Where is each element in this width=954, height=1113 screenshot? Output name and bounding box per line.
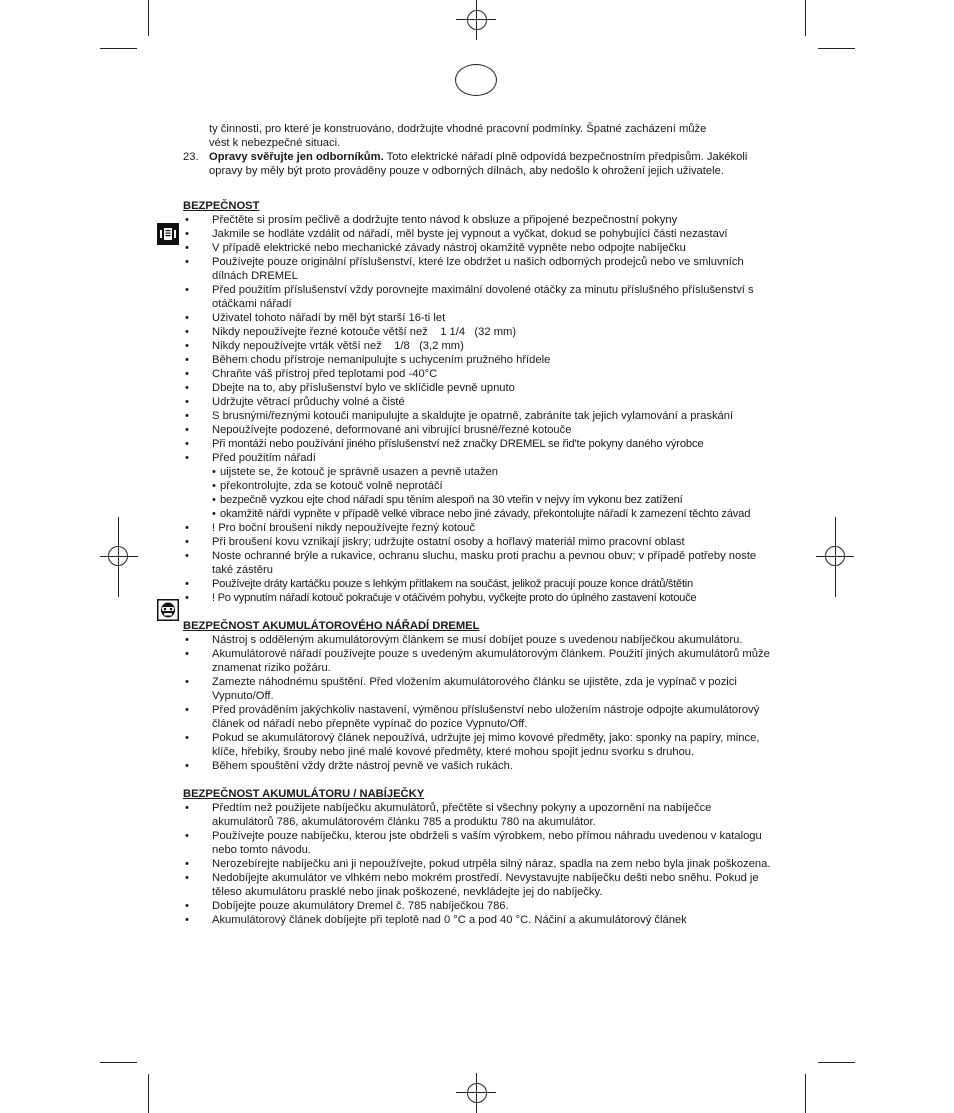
- crop-mark: [805, 1074, 806, 1113]
- list-item: • Používejte dráty kartáčku pouze s lehkým přítlakem na součást, jelikož pracují pouze konce drátů/štětin: [183, 577, 773, 591]
- list-item: • Používejte pouze nabíječku, kterou jste obdrželi s vaším výrobkem, nebo přímou náhradu uvedenou v katalogu nebo tomto návodu.: [183, 829, 773, 857]
- list-item: • Nikdy nepoužívejte řezné kotouče větší než 1 1/4 (32 mm): [183, 325, 773, 339]
- manual-text: [183, 122, 773, 927]
- list-item: • ! Po vypnutím nářadí kotouč pokračuje v otáčivém pohybu, vyčkejte proto do úplného zastavení kotouče: [183, 591, 773, 605]
- list-item: • Udržujte větrací průduchy volné a čisté: [183, 395, 773, 409]
- list-item: • Při broušení kovu vznikají jiskry; udržujte ostatní osoby a hořlavý materiál mimo pracovní oblast: [183, 535, 773, 549]
- sub-list-item: • okamžitě nářdí vypněte v případě velké vibrace nebo jiné závady, překontolujte nářadí k zamezení těchto závad: [212, 507, 773, 521]
- list-item: • Chraňte váš přístroj před teplotami pod -40°C: [183, 367, 773, 381]
- list-item: • Uživatel tohoto nářadí by měl být starší 16-ti let: [183, 311, 773, 325]
- bullet-list: [183, 213, 773, 605]
- list-item: • Nedobíjejte akumulátor ve vlhkém nebo mokrém prostředí. Nevystavujte nabíječku dešti nebo sněhu. Pokud je těleso akumulátoru prasklé nebo jinak poškozené, nevkládejte jej do nabíječky.: [183, 871, 773, 899]
- bullet-list: [183, 801, 773, 927]
- list-item: • Nikdy nepoužívejte vrták větší než 1/8 (3,2 mm): [183, 339, 773, 353]
- list-item: • Jakmile se hodláte vzdálit od nářadí, měl byste jej vypnout a vyčkat, dokud se pohybující části nezastaví: [183, 227, 773, 241]
- item-body: Toto elektrické nářadí plně odpovídá bezpečnostním předpisům. Jakékoli opravy by měly být proto prováděny pouze v odborných dílnách, aby nedošlo k ohrožení jejich uživatele.: [209, 151, 748, 177]
- list-item: • Během spouštění vždy držte nástroj pevně ve vašich rukách.: [183, 759, 773, 773]
- continuation-line: vést k nebezpečné situaci.: [209, 137, 341, 149]
- sub-bullet-list: [212, 465, 773, 521]
- section-heading: BEZPEČNOST: [183, 200, 260, 212]
- list-item: • S brusnými/řeznými kotouči manipulujte a skaldujte je opatrně, zabráníte tak jejich vylamování a praskání: [183, 409, 773, 423]
- list-item: • Nepoužívejte podozené, deformované ani vibrující brusné/řezné kotouče: [183, 423, 773, 437]
- list-item: • Během chodu přístroje nemanipulujte s uchycením pružného hřídele: [183, 353, 773, 367]
- list-item: • Nerozebírejte nabíječku ani ji nepoužívejte, pokud utrpěla silný náraz, spadla na zem nebo byla jinak poškozena.: [183, 857, 773, 871]
- numbered-item-23: [183, 150, 773, 178]
- list-item: • Dbejte na to, aby příslušenství bylo ve sklíčidle pevně upnuto: [183, 381, 773, 395]
- list-item: • Při montáži nebo používání jiného příslušenství než značky DREMEL se řid'te pokyny daného výrobce: [183, 437, 773, 451]
- crop-mark: [818, 48, 855, 49]
- list-item: • ! Pro boční broušení nikdy nepoužívejte řezný kotouč: [183, 521, 773, 535]
- sub-list-item: • uijstete se, že kotouč je správně usazen a pevně utažen: [212, 465, 773, 479]
- registration-circle: [825, 546, 845, 566]
- protective-gear-icon: [157, 599, 179, 621]
- list-item: • Pokud se akumulátorový článek nepoužívá, udržujte jej mimo kovové předměty, jako: sponky na papíry, mince, klíče, hřebíky, šrouby nebo jiné malé kovové předměty, které mohou spojit jednu svorku s druhou.: [183, 731, 773, 759]
- list-item-text: Před použitím nářadí: [212, 452, 316, 464]
- sub-list-item: • překontrolujte, zda se kotouč volně neprotáčí: [212, 479, 773, 493]
- item-number: 23.: [183, 151, 199, 163]
- list-item: • Akumulátorový článek dobíjejte při teplotě nad 0 °C a pod 40 °C. Náčiní a akumulátorový článek: [183, 913, 773, 927]
- crop-mark: [805, 0, 806, 36]
- list-item: • Před použitím příslušenství vždy porovnejte maximální dovolené otáčky za minutu příslušného příslušenství s otáčkami nářadí: [183, 283, 773, 311]
- list-item: • Předtím než použijete nabíječku akumulátorů, přečtěte si všechny pokyny a upozornění na nabíječce akumulátorů 786, akumulátorovém článku 785 a produktu 780 na akumulátor.: [183, 801, 773, 829]
- continuation-line: ty činnosti, pro které je konstruováno, dodržujte vhodné pracovní podmínky. Špatné zacházení může: [209, 123, 707, 135]
- list-item: • Nástroj s odděleným akumulátorovým článkem se musí dobíjet pouze s uvedenou nabíječkou akumulátoru.: [183, 633, 773, 647]
- list-item: [183, 451, 773, 521]
- list-item: • V případě elektrické nebo mechanické závady nástroj okamžitě vypněte nebo odpojte nabíječku: [183, 241, 773, 255]
- registration-circle: [467, 10, 487, 30]
- list-item: • Dobíjejte pouze akumulátory Dremel č. 785 nabíječkou 786.: [183, 899, 773, 913]
- list-item: • Používejte pouze originální příslušenství, které lze obdržet u našich odborných prodejců nebo ve smluvních dílnách DREMEL: [183, 255, 773, 283]
- sub-list-item: • bezpečně vyzkou ejte chod nářadí spu těním alespoň na 30 vteřin v nejvy ím vykonu bez zatížení: [212, 493, 773, 507]
- registration-circle: [108, 546, 128, 566]
- crop-mark: [818, 1062, 855, 1063]
- bullet-list: [183, 633, 773, 773]
- registration-circle: [467, 1083, 487, 1103]
- list-item: • Před prováděním jakýchkoliv nastavení, výměnou příslušenství nebo uložením nástroje odpojte akumulátorový článek od nářadí nebo přepněte vypínač do pozice Vypnuto/Off.: [183, 703, 773, 731]
- language-badge: [455, 64, 497, 96]
- crop-mark: [100, 48, 137, 49]
- item-text: [209, 150, 773, 178]
- list-item: • Noste ochranné brýle a rukavice, ochranu sluchu, masku proti prachu a pevnou obuv; v případě potřeby noste také zástěru: [183, 549, 773, 577]
- list-item: • Zamezte náhodnému spuštění. Před vložením akumulátorového článku se ujistěte, zda je vypínač v pozici Vypnuto/Off.: [183, 675, 773, 703]
- crop-mark: [148, 0, 149, 36]
- section-heading: BEZPEČNOST AKUMULÁTORU / NABÍJEČKY: [183, 788, 425, 800]
- manual-book-icon: [157, 223, 179, 245]
- list-item: • Akumulátorové nářadí používejte pouze s uvedeným akumulátorovým článkem. Použití jiných akumulátorů může znamenat riziko požáru.: [183, 647, 773, 675]
- item-bold-lead: Opravy svěřujte jen odborníkům.: [209, 151, 384, 163]
- crop-mark: [100, 1062, 137, 1063]
- crop-mark: [148, 1074, 149, 1113]
- section-heading: BEZPEČNOST AKUMULÁTOROVÉHO NÁŘADÍ DREMEL: [183, 620, 480, 632]
- list-item: • Přečtěte si prosím pečlivě a dodržujte tento návod k obsluze a připojené bezpečnostní pokyny: [183, 213, 773, 227]
